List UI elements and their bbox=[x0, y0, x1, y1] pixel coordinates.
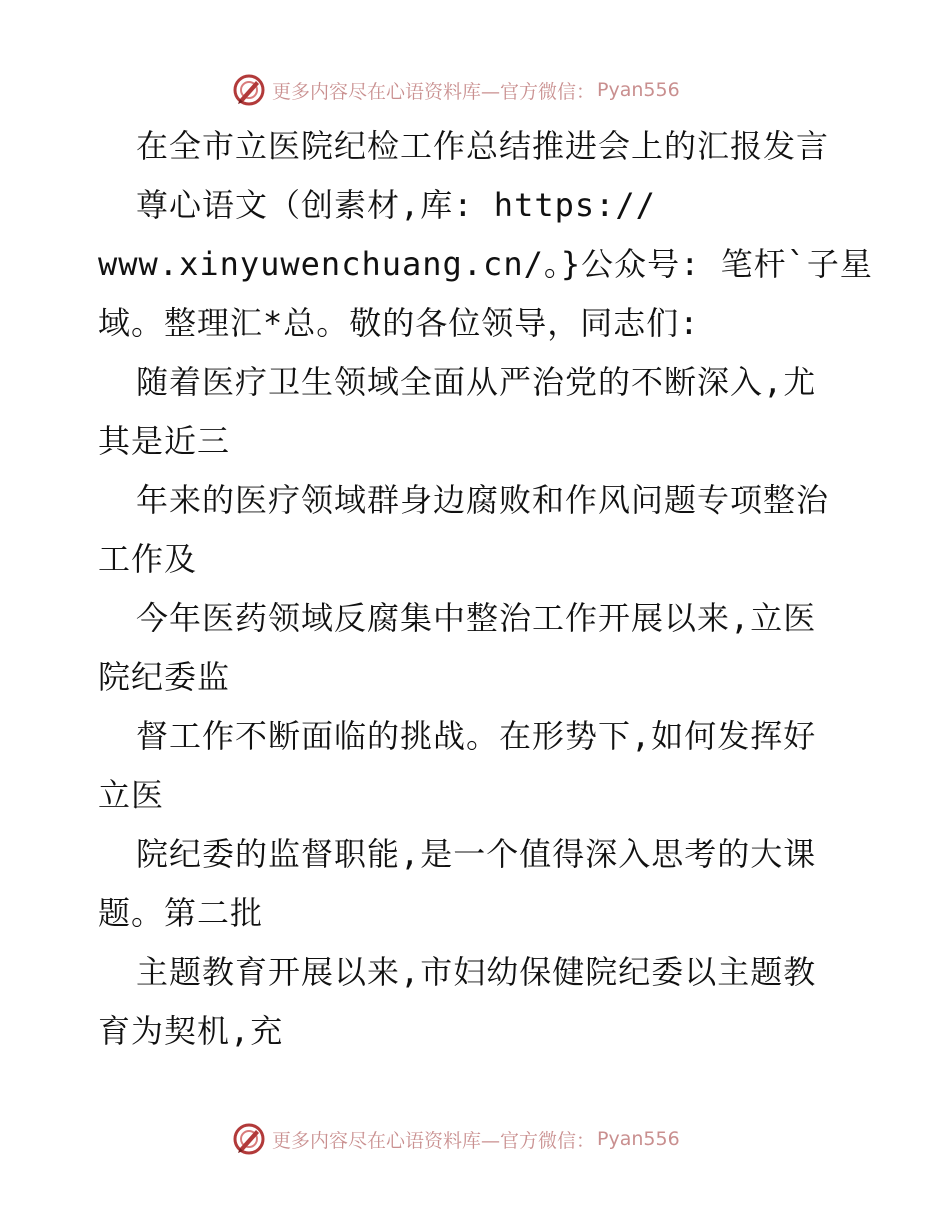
footer-wechat-id: Pyan556 bbox=[597, 1128, 680, 1150]
header-watermark bbox=[232, 72, 732, 108]
text-line: 其是近三 bbox=[98, 422, 231, 460]
text-line: 立医 bbox=[98, 776, 165, 814]
text-line: 育为契机,充 bbox=[98, 1012, 284, 1050]
pen-logo-icon bbox=[232, 1122, 266, 1156]
text-line: 院纪委的监督职能,是一个值得深入思考的大课 bbox=[136, 835, 817, 873]
text-line: www.xinyuwenchuang.cn/。}公众号: 笔杆`子星 bbox=[98, 245, 873, 283]
text-line: 主题教育开展以来,市妇幼保健院纪委以主题教 bbox=[136, 953, 817, 991]
text-line: 题。第二批 bbox=[98, 894, 264, 932]
text-line: 域。整理汇*总。敬的各位领导，同志们: bbox=[98, 304, 700, 342]
text-line: 工作及 bbox=[98, 540, 198, 578]
pen-logo-icon bbox=[232, 73, 266, 107]
footer-banner-text: 更多内容尽在心语资料库—官方微信： bbox=[272, 1129, 596, 1152]
text-line: 今年医药领域反腐集中整治工作开展以来,立医 bbox=[136, 599, 817, 637]
header-wechat-id: Pyan556 bbox=[597, 79, 680, 101]
footer-watermark bbox=[232, 1121, 732, 1157]
document-title: 在全市立医院纪检工作总结推进会上的汇报发言 bbox=[136, 127, 830, 165]
text-line: 年来的医疗领域群身边腐败和作风问题专项整治 bbox=[136, 481, 830, 519]
document-body bbox=[98, 117, 873, 1061]
header-banner-text: 更多内容尽在心语资料库—官方微信： bbox=[272, 80, 596, 103]
text-line: 督工作不断面临的挑战。在形势下,如何发挥好 bbox=[136, 717, 817, 755]
text-line: 随着医疗卫生领域全面从严治党的不断深入,尤 bbox=[136, 363, 817, 401]
text-line: 院纪委监 bbox=[98, 658, 231, 696]
text-line: 尊心语文（创素材,库: https:// bbox=[136, 186, 656, 224]
